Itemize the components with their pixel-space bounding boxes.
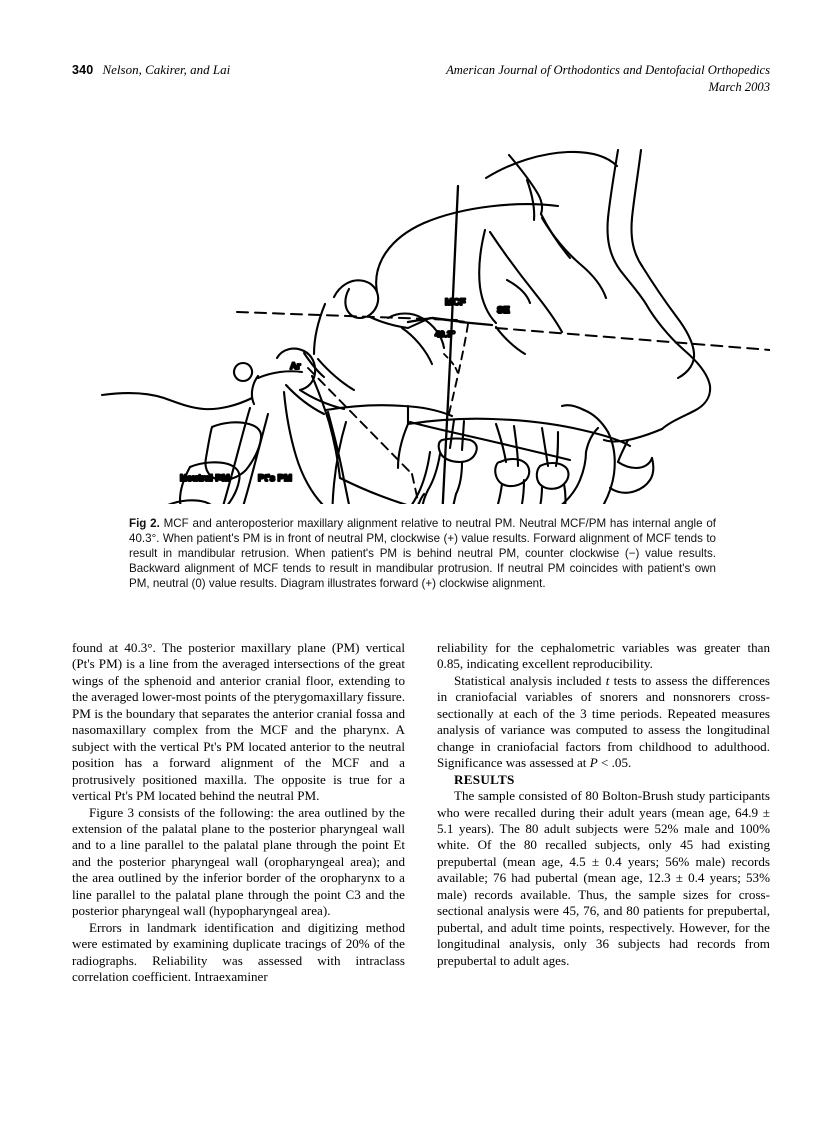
paragraph: found at 40.3°. The posterior maxillary plane (PM) vertical (Pt's PM) is a line from the averaged intersections of the great wings of the sphenoid and anterior cranial floor, extending to the averaged lower-most points of the pterygomaxillary fissure. PM is the boundary that separates the anterior cranial fossa and nasomaxillary complex from the MCF and the pharynx. A subject with the vertical Pt's PM located anterior to the neutral position has a forward alignment of the MCF and a protrusively positioned maxilla. The opposite is true for a vertical Pt's PM located behind the neutral PM. bbox=[72, 640, 405, 804]
right-column bbox=[437, 640, 770, 969]
nose-profile bbox=[646, 304, 710, 429]
lower-lip-soft bbox=[610, 488, 632, 493]
figure-caption bbox=[129, 516, 716, 591]
cervical-vertebra-c3 bbox=[168, 500, 217, 504]
paragraph bbox=[437, 673, 770, 772]
label-mcf: MCF bbox=[445, 297, 466, 308]
sella-marker-circle bbox=[234, 363, 252, 381]
stats-text-c: < .05. bbox=[597, 755, 632, 771]
subnasale-line bbox=[604, 429, 662, 442]
ramus-posterior-border bbox=[284, 392, 324, 504]
figure-label: Fig 2. bbox=[129, 517, 160, 530]
maxillary-premolar-root bbox=[406, 452, 430, 504]
max-incisor-lower-root bbox=[478, 484, 502, 504]
section-heading-results: RESULTS bbox=[454, 771, 515, 787]
issue-date: March 2003 bbox=[708, 79, 770, 94]
pharyngeal-wall-line bbox=[328, 412, 356, 504]
label-ar: Ar bbox=[290, 361, 301, 372]
orbital-rim bbox=[542, 218, 606, 298]
page-number: 340 bbox=[72, 63, 94, 77]
figure-caption-text: MCF and anteroposterior maxillary alignment relative to neutral PM. Neutral MCF/PM has internal angle of 40.3°. When patient's PM is in front of neutral PM, clockwise (+) value results. Forward alignment of MCF tends to result in mandibular retrusion. When patient's PM is behind neutral PM, counter clockwise (−) value results. Backward alignment of MCF tends to result in mandibular protrusion. If neutral PM coincides with patient's own PM, neutral (0) value results. Diagram illustrates forward (+) clockwise alignment. bbox=[129, 517, 716, 591]
stats-text-b: tests to assess the differences in craniofacial variables of snorers and nonsnorers cross-sectionally at each of the 3 time periods. Repeated measures analysis of variance was computed to assess the longitudinal change in craniofacial factors from childhood to adulthood. Significance was assessed at bbox=[437, 672, 770, 771]
basion-posterior-line bbox=[102, 393, 252, 409]
anterior-cranial-floor bbox=[314, 304, 325, 354]
label-neutral-pm: Neutral PM bbox=[180, 473, 230, 484]
sella-outline bbox=[334, 280, 378, 316]
paragraph: Figure 3 consists of the following: the area outlined by the extension of the palatal plane to the posterior pharyngeal wall and to a line parallel to the palatal plane through the point Et and the posterior pharyngeal wall (oropharyngeal area); and the area outlined by the inferior border of the oropharynx to a line parallel to the palatal plane through the point C3 and the posterior pharyngeal wall (hypopharyngeal area). bbox=[72, 804, 405, 919]
label-pts-pm: Pt's PM bbox=[258, 473, 292, 484]
anterior-tooth-tip-a bbox=[536, 486, 542, 504]
anterior-tooth-root-b bbox=[556, 432, 558, 466]
figure-2 bbox=[72, 122, 770, 504]
paragraph: reliability for the cephalometric variables was greater than 0.85, indicating excellent reproducibility. bbox=[437, 640, 770, 672]
cranial-floor-ar bbox=[258, 371, 302, 378]
skull-top-outline bbox=[486, 152, 617, 178]
running-head-authors: Nelson, Cakirer, and Lai bbox=[102, 62, 231, 77]
running-head-right bbox=[446, 62, 770, 95]
palatal-plane-line bbox=[408, 419, 630, 446]
anterior-tooth-root-a bbox=[542, 428, 548, 466]
body-text bbox=[72, 640, 770, 1060]
neutral-pm-line bbox=[308, 368, 432, 504]
soft-tissue-outer bbox=[631, 150, 642, 266]
symphysis-anterior bbox=[558, 452, 586, 504]
stats-italic-p: P bbox=[589, 755, 598, 771]
dashed-reference-line-anterior bbox=[496, 328, 770, 350]
paragraph: The sample consisted of 80 Bolton-Brush study participants who were recalled during their adult years (mean age, 64.9 ± 5.1 years). The 80 adult subjects were 52% male and 100% white. Of the 80 recalled subjects, only 45 had existing prepubertal (mean age, 4.5 ± 0.4 years; 56% male) records available; 76 had pubertal (mean age, 12.3 ± 0.4 years; 53% male) records available. Thus, the sample sizes for cross-sectional analysis were 45, 76, and 80 patients for prepubertal, pubertal, and adult time points, respectively. However, for the longitudinal analysis, only 36 subjects had records from prepubertal to adult ages. bbox=[437, 788, 770, 968]
anterior-tooth-tip-b bbox=[564, 484, 566, 504]
orbital-floor bbox=[541, 214, 570, 258]
cephalometric-tracing-diagram bbox=[72, 122, 770, 504]
label-se: SE bbox=[497, 305, 510, 316]
left-column bbox=[72, 640, 405, 986]
lower-lip-inner bbox=[562, 405, 584, 410]
ar-diag-line bbox=[318, 359, 354, 390]
maxilla-detail-a bbox=[496, 327, 525, 354]
cervical-posterior-outline bbox=[232, 414, 268, 504]
stats-italic-t: t bbox=[605, 672, 610, 688]
nose-inner-profile bbox=[642, 266, 694, 378]
sella-inner bbox=[345, 289, 365, 318]
label-angle: 40.3° bbox=[435, 329, 456, 339]
cranial-base-detail bbox=[252, 376, 258, 404]
zygomatic-line bbox=[490, 232, 562, 332]
journal-title: American Journal of Orthodontics and Dentofacial Orthopedics bbox=[446, 63, 770, 77]
molar-root-tips bbox=[422, 490, 456, 504]
paragraph: Errors in landmark identification and digitizing method were estimated by examining duplicate tracings of 20% of the radiographs. Reliability was assessed with intraclass correlation coefficient. Intraexaminer bbox=[72, 919, 405, 985]
upper-lip-curve bbox=[618, 458, 652, 468]
soft-tissue-chin bbox=[598, 432, 615, 504]
soft-tissue-forehead bbox=[608, 150, 647, 304]
running-head bbox=[72, 62, 770, 104]
cranial-vault-outline bbox=[376, 204, 558, 292]
stats-text-a: Statistical analysis included bbox=[454, 672, 606, 688]
running-head-left bbox=[72, 62, 230, 78]
maxilla-post-line bbox=[479, 230, 496, 323]
pts-pm-vertical-line bbox=[438, 186, 458, 504]
maxilla-post-border bbox=[398, 424, 408, 468]
mcf-inner-curve bbox=[402, 328, 432, 364]
